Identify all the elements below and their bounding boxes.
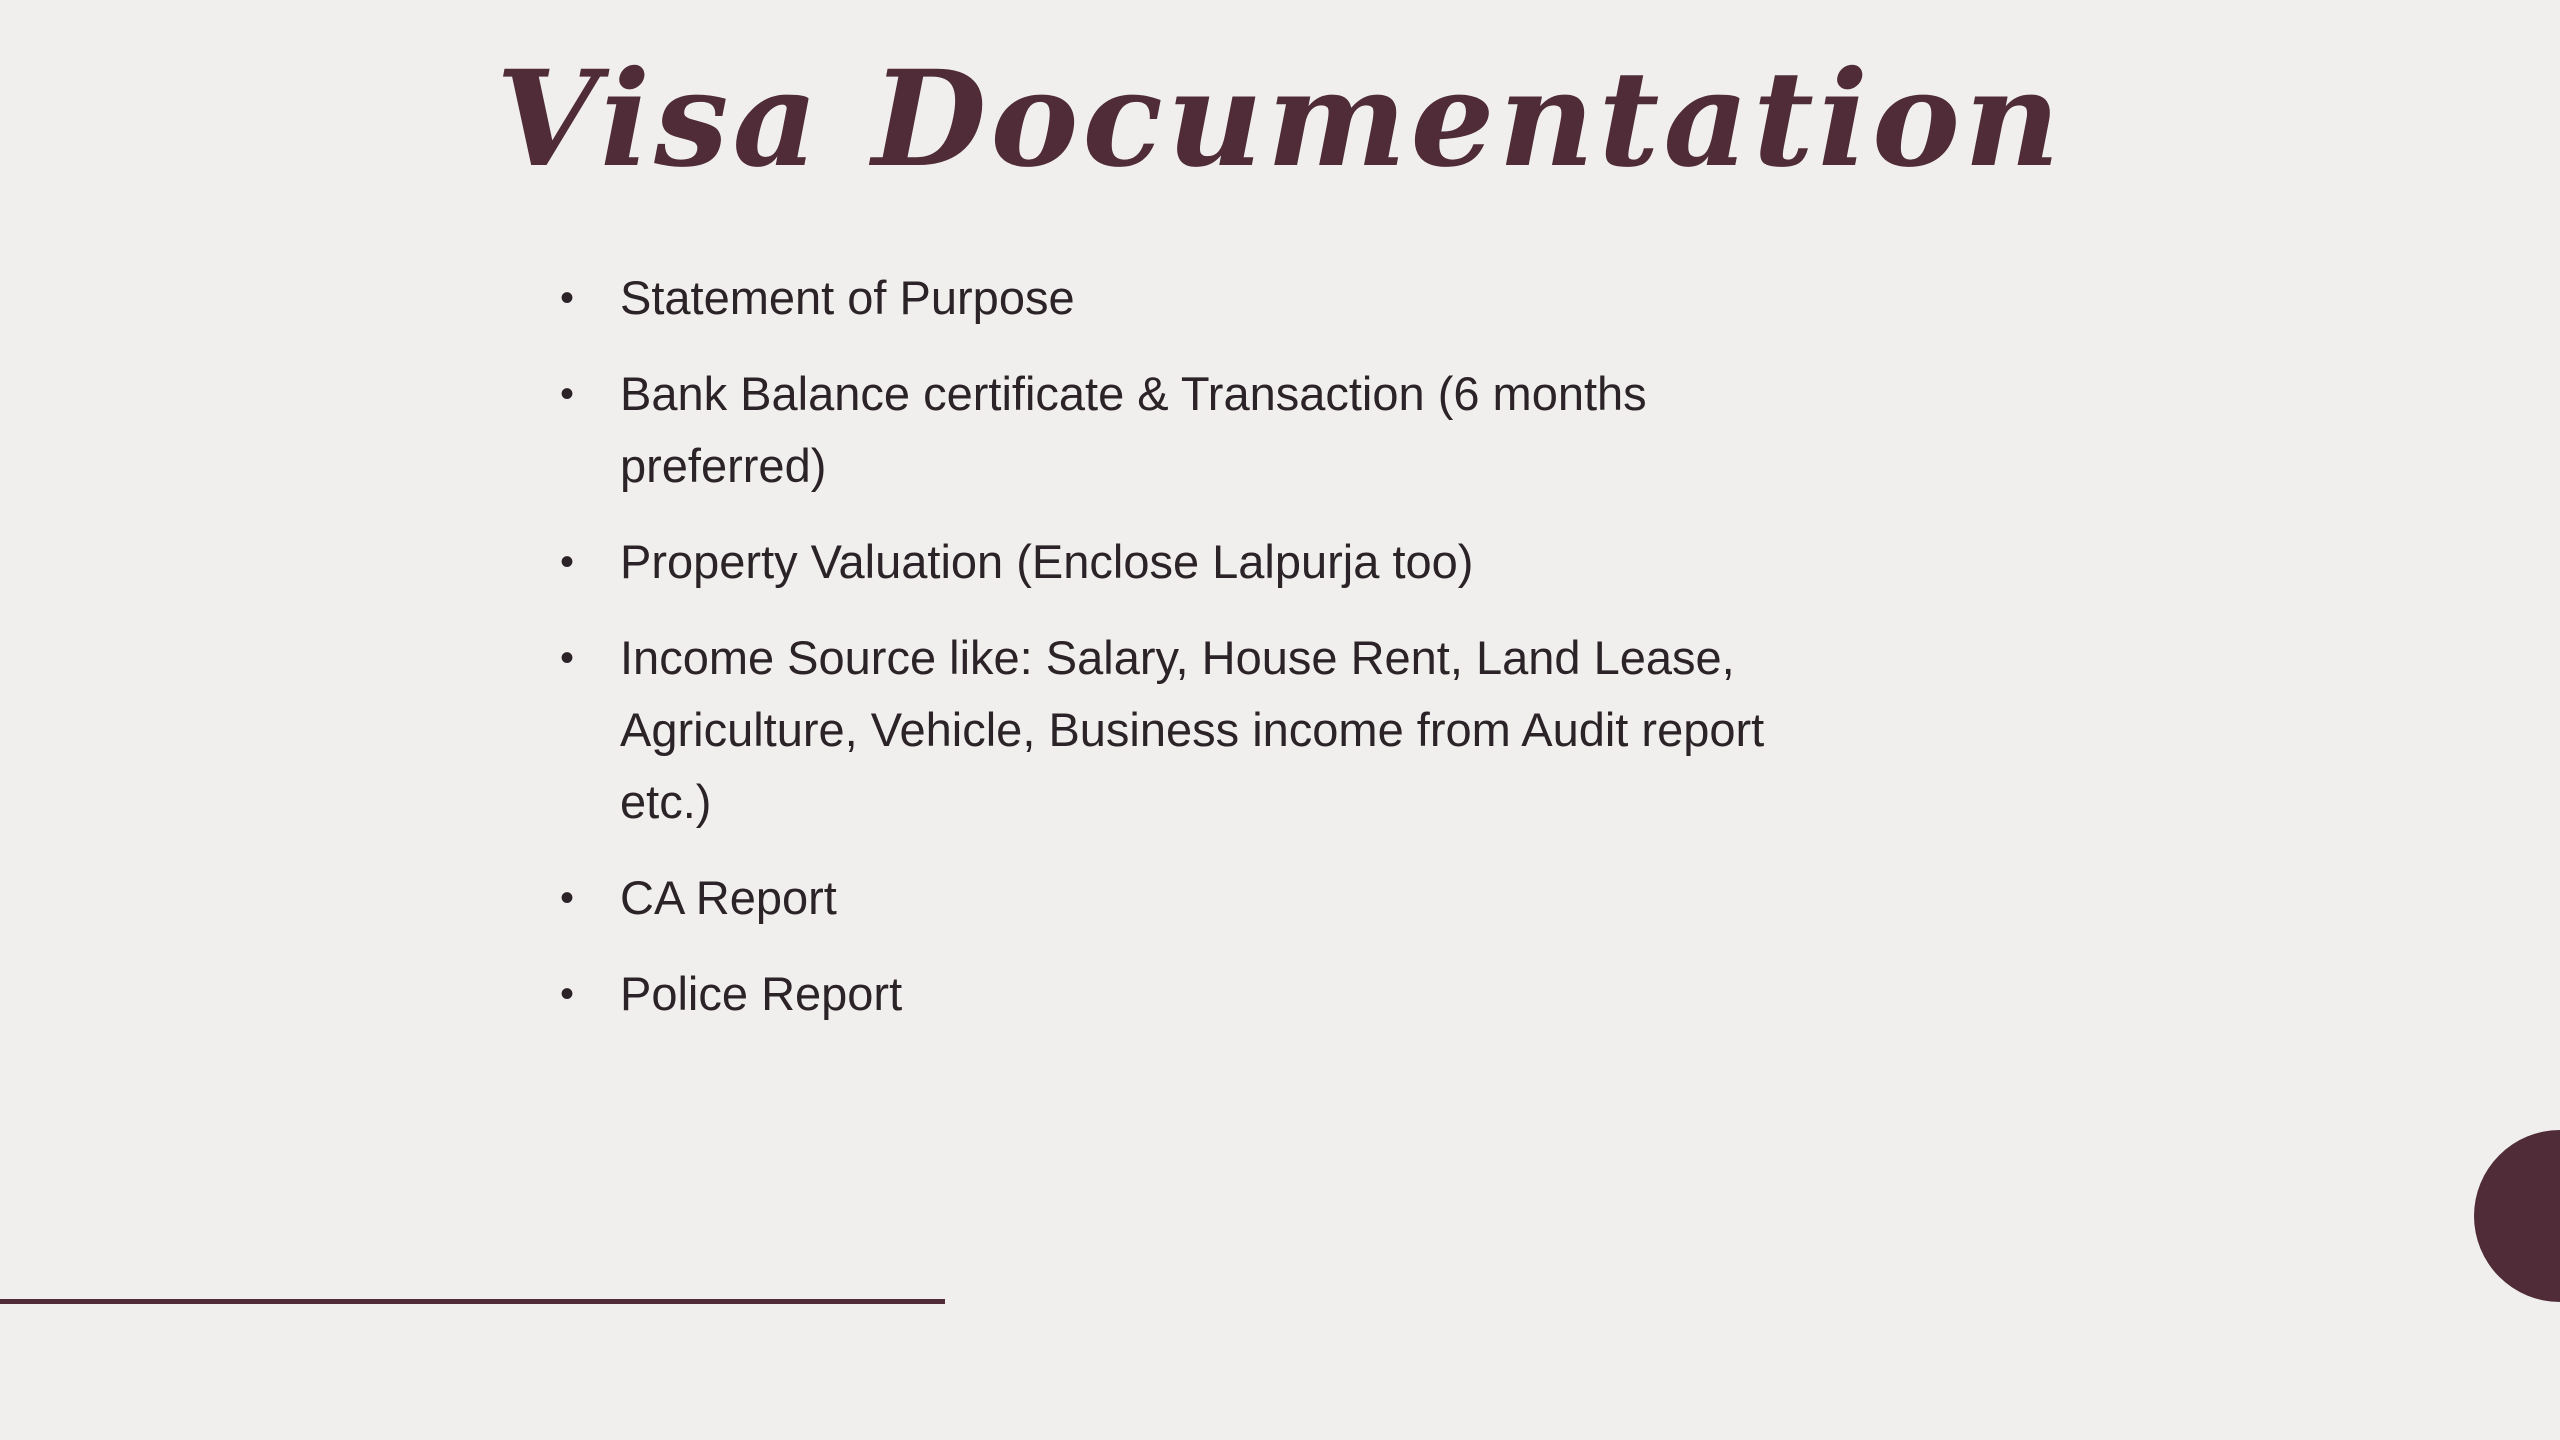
bullet-list: [554, 262, 1814, 1054]
decorative-circle: [2474, 1130, 2560, 1302]
bullet-text: CA Report: [620, 871, 837, 924]
slide-title: Visa Documentation: [495, 42, 2065, 197]
bullet-text: Income Source like: Salary, House Rent, Land Lease, Agriculture, Vehicle, Business income from Audit report etc.): [620, 631, 1765, 828]
bullet-item: [554, 862, 1814, 934]
bullet-text: Bank Balance certificate & Transaction (6 months preferred): [620, 367, 1647, 492]
bullet-item: [554, 958, 1814, 1030]
bullet-item: [554, 622, 1814, 838]
bullet-icon: •: [560, 540, 575, 584]
decorative-divider-line: [0, 1299, 945, 1304]
bullet-icon: •: [560, 972, 575, 1016]
bullet-item: [554, 526, 1814, 598]
bullet-icon: •: [560, 876, 575, 920]
bullet-text: Property Valuation (Enclose Lalpurja too): [620, 535, 1474, 588]
bullet-text: Police Report: [620, 967, 903, 1020]
bullet-icon: •: [560, 276, 575, 320]
bullet-item: [554, 262, 1814, 334]
bullet-item: [554, 358, 1814, 502]
bullet-icon: •: [560, 372, 575, 416]
bullet-text: Statement of Purpose: [620, 271, 1075, 324]
bullet-icon: •: [560, 636, 575, 680]
